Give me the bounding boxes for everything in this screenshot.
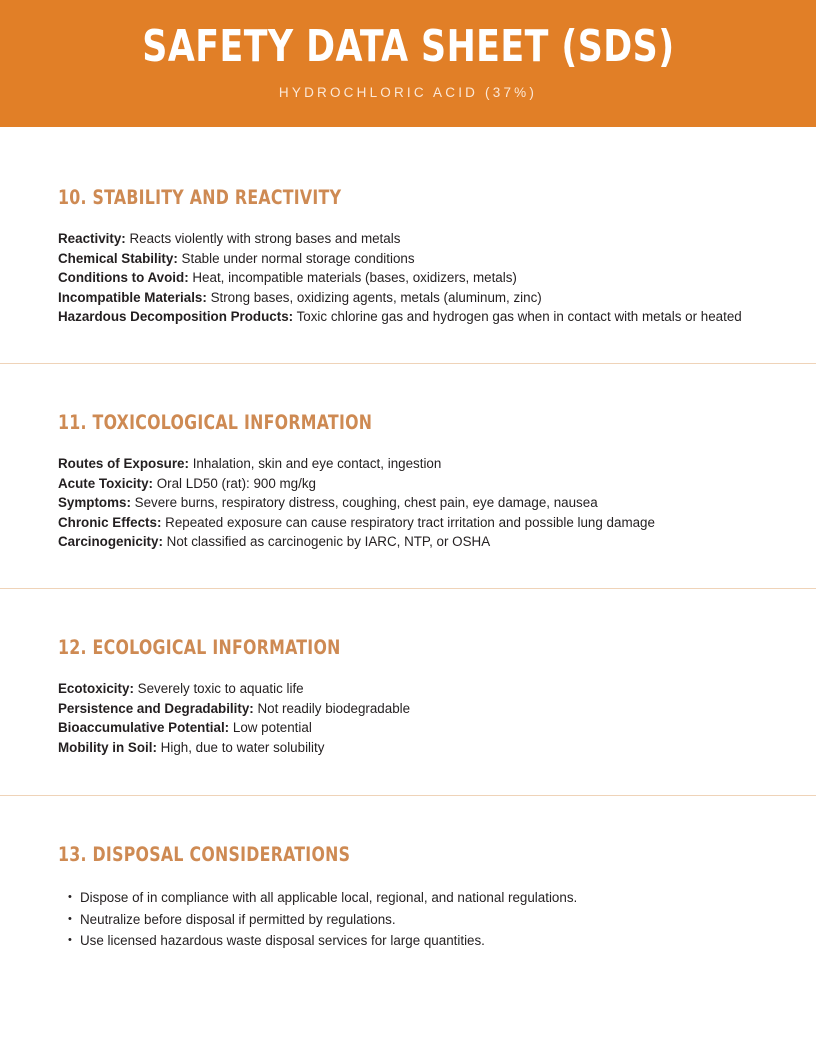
section-heading: 12. ECOLOGICAL INFORMATION <box>58 635 341 659</box>
section-ecological-information <box>0 589 816 757</box>
section-content <box>58 887 758 952</box>
entry-label: Mobility in Soil: <box>58 739 157 755</box>
entry-label: Reactivity: <box>58 231 126 246</box>
entry-value: Severe burns, respiratory distress, coughing, chest pain, eye damage, nausea <box>134 495 598 511</box>
document-subtitle: HYDROCHLORIC ACID (37%) <box>278 85 538 100</box>
section-toxicological-information <box>0 364 816 552</box>
entry-value: Severely toxic to aquatic life <box>137 680 304 696</box>
entry-label: Acute Toxicity: <box>58 475 153 491</box>
entry-value: Stable under normal storage conditions <box>181 250 415 266</box>
section-heading: 11. TOXICOLOGICAL INFORMATION <box>58 410 373 434</box>
entry-value: Strong bases, oxidizing agents, metals (aluminum, zinc) <box>210 289 542 305</box>
entry-conditions-to-avoid <box>58 268 758 288</box>
entry-routes-of-exposure <box>58 454 758 474</box>
entry-label: Persistence and Degradability: <box>58 700 254 716</box>
entry-label: Routes of Exposure: <box>58 455 189 471</box>
entry-chronic-effects <box>58 513 758 533</box>
entry-ecotoxicity <box>58 679 758 699</box>
section-heading: 10. STABILITY AND REACTIVITY <box>58 186 342 209</box>
disposal-bullet-list <box>58 887 758 952</box>
entry-value: Oral LD50 (rat): 900 mg/kg <box>156 475 316 491</box>
list-item: • Use licensed hazardous waste disposal services for large quantities. <box>68 930 758 952</box>
list-item: • Neutralize before disposal if permitted by regulations. <box>68 909 758 931</box>
entry-label: Ecotoxicity: <box>58 680 134 696</box>
entry-value: Toxic chlorine gas and hydrogen gas when in contact with metals or heated <box>296 309 742 325</box>
document-header-banner <box>0 0 816 127</box>
entry-value: Low potential <box>232 720 312 736</box>
entry-carcinogenicity <box>58 532 758 552</box>
entry-value: Repeated exposure can cause respiratory tract irritation and possible lung damage <box>165 514 655 530</box>
entry-label: Incompatible Materials: <box>58 289 207 305</box>
section-disposal-considerations <box>0 796 816 952</box>
section-content <box>58 454 758 552</box>
entry-value: Not readily biodegradable <box>257 700 411 716</box>
entry-label: Hazardous Decomposition Products: <box>58 309 294 325</box>
entry-persistence-and-degradability <box>58 699 758 719</box>
entry-reactivity <box>58 229 758 249</box>
entry-symptoms <box>58 493 758 513</box>
section-heading: 13. DISPOSAL CONSIDERATIONS <box>58 843 351 867</box>
entry-hazardous-decomposition-products <box>58 307 758 327</box>
list-item: • Dispose of in compliance with all applicable local, regional, and national regulations. <box>68 887 758 909</box>
entry-mobility-in-soil <box>58 738 758 758</box>
entry-value: Not classified as carcinogenic by IARC, NTP, or OSHA <box>166 534 491 550</box>
section-content <box>58 679 758 757</box>
entry-label: Conditions to Avoid: <box>58 270 189 286</box>
document-title: SAFETY DATA SHEET (SDS) <box>141 21 675 72</box>
entry-label: Chemical Stability: <box>58 250 178 266</box>
entry-value: Heat, incompatible materials (bases, oxidizers, metals) <box>192 270 517 286</box>
section-content <box>58 229 758 327</box>
entry-label: Carcinogenicity: <box>58 534 163 550</box>
section-stability-and-reactivity <box>0 127 816 327</box>
entry-bioaccumulative-potential <box>58 718 758 738</box>
entry-label: Chronic Effects: <box>58 514 162 530</box>
entry-label: Symptoms: <box>58 495 131 511</box>
entry-value: High, due to water solubility <box>160 739 325 755</box>
entry-acute-toxicity <box>58 474 758 494</box>
entry-value: Reacts violently with strong bases and metals <box>129 231 401 246</box>
entry-value: Inhalation, skin and eye contact, ingestion <box>192 455 442 471</box>
entry-incompatible-materials <box>58 288 758 308</box>
entry-chemical-stability <box>58 249 758 269</box>
document-body <box>0 127 816 952</box>
entry-label: Bioaccumulative Potential: <box>58 720 230 736</box>
